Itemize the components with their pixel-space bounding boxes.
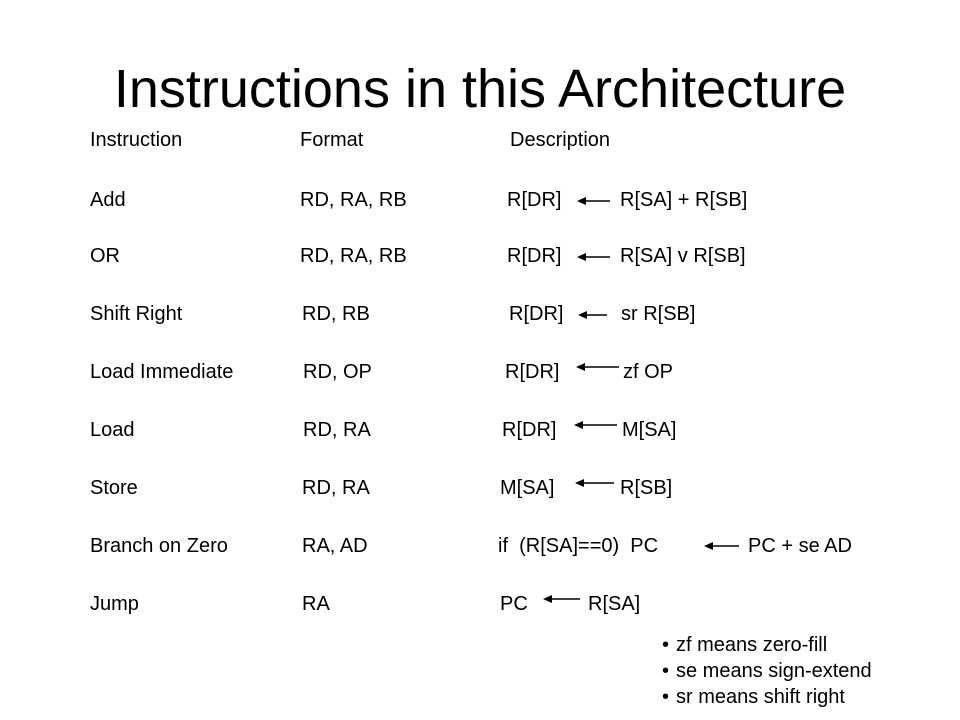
instruction-name: Shift Right (90, 303, 183, 325)
instruction-format: RD, RA, RB (300, 189, 407, 211)
instruction-format: RA, AD (302, 535, 368, 557)
description-rhs: R[SA] v R[SB] (620, 245, 746, 267)
bullet-icon: • (662, 686, 670, 708)
description-lhs: R[DR] (509, 303, 564, 325)
header-instruction: Instruction (90, 129, 183, 151)
description-rhs: M[SA] (622, 419, 677, 441)
note-item (662, 658, 872, 684)
description-rhs: R[SA] (588, 593, 641, 615)
instruction-format: RD, RA (302, 477, 370, 499)
left-arrow-icon (577, 251, 611, 263)
description-lhs: M[SA] (500, 477, 555, 499)
left-arrow-icon (577, 195, 611, 207)
description-lhs: R[DR] (505, 361, 560, 383)
slide-title: Instructions in this Architecture (113, 59, 847, 119)
note-item (662, 632, 872, 658)
description-lhs: if (R[SA]==0) PC (498, 535, 659, 557)
note-text: se means sign-extend (676, 660, 872, 682)
instruction-format: RD, OP (303, 361, 372, 383)
instruction-name: Jump (90, 593, 139, 615)
note-text: zf means zero-fill (676, 634, 828, 656)
notes-list (662, 632, 872, 710)
instruction-name: OR (90, 245, 120, 267)
left-arrow-icon (574, 419, 618, 431)
bullet-icon: • (662, 660, 670, 682)
description-rhs: R[SA] + R[SB] (620, 189, 748, 211)
instruction-name: Load Immediate (90, 361, 234, 383)
description-rhs: PC + se AD (748, 535, 852, 557)
instruction-format: RD, RA, RB (300, 245, 407, 267)
left-arrow-icon (704, 540, 740, 552)
instruction-format: RD, RB (302, 303, 370, 325)
description-rhs: R[SB] (620, 477, 673, 499)
left-arrow-icon (575, 477, 615, 489)
instruction-name: Add (90, 189, 126, 211)
instruction-name: Load (90, 419, 135, 441)
description-lhs: R[DR] (507, 189, 562, 211)
description-rhs: zf OP (623, 361, 674, 383)
left-arrow-icon (578, 309, 608, 321)
description-lhs: R[DR] (507, 245, 562, 267)
description-rhs: sr R[SB] (621, 303, 696, 325)
instruction-name: Branch on Zero (90, 535, 228, 557)
left-arrow-icon (543, 593, 581, 605)
instruction-format: RD, RA (303, 419, 371, 441)
instruction-name: Store (90, 477, 138, 499)
bullet-icon: • (662, 634, 670, 656)
note-item (662, 684, 872, 710)
header-description: Description (510, 129, 611, 151)
note-text: sr means shift right (676, 686, 845, 708)
instruction-format: RA (302, 593, 330, 615)
description-lhs: PC (500, 593, 528, 615)
left-arrow-icon (576, 361, 620, 373)
description-lhs: R[DR] (502, 419, 557, 441)
header-format: Format (300, 129, 364, 151)
